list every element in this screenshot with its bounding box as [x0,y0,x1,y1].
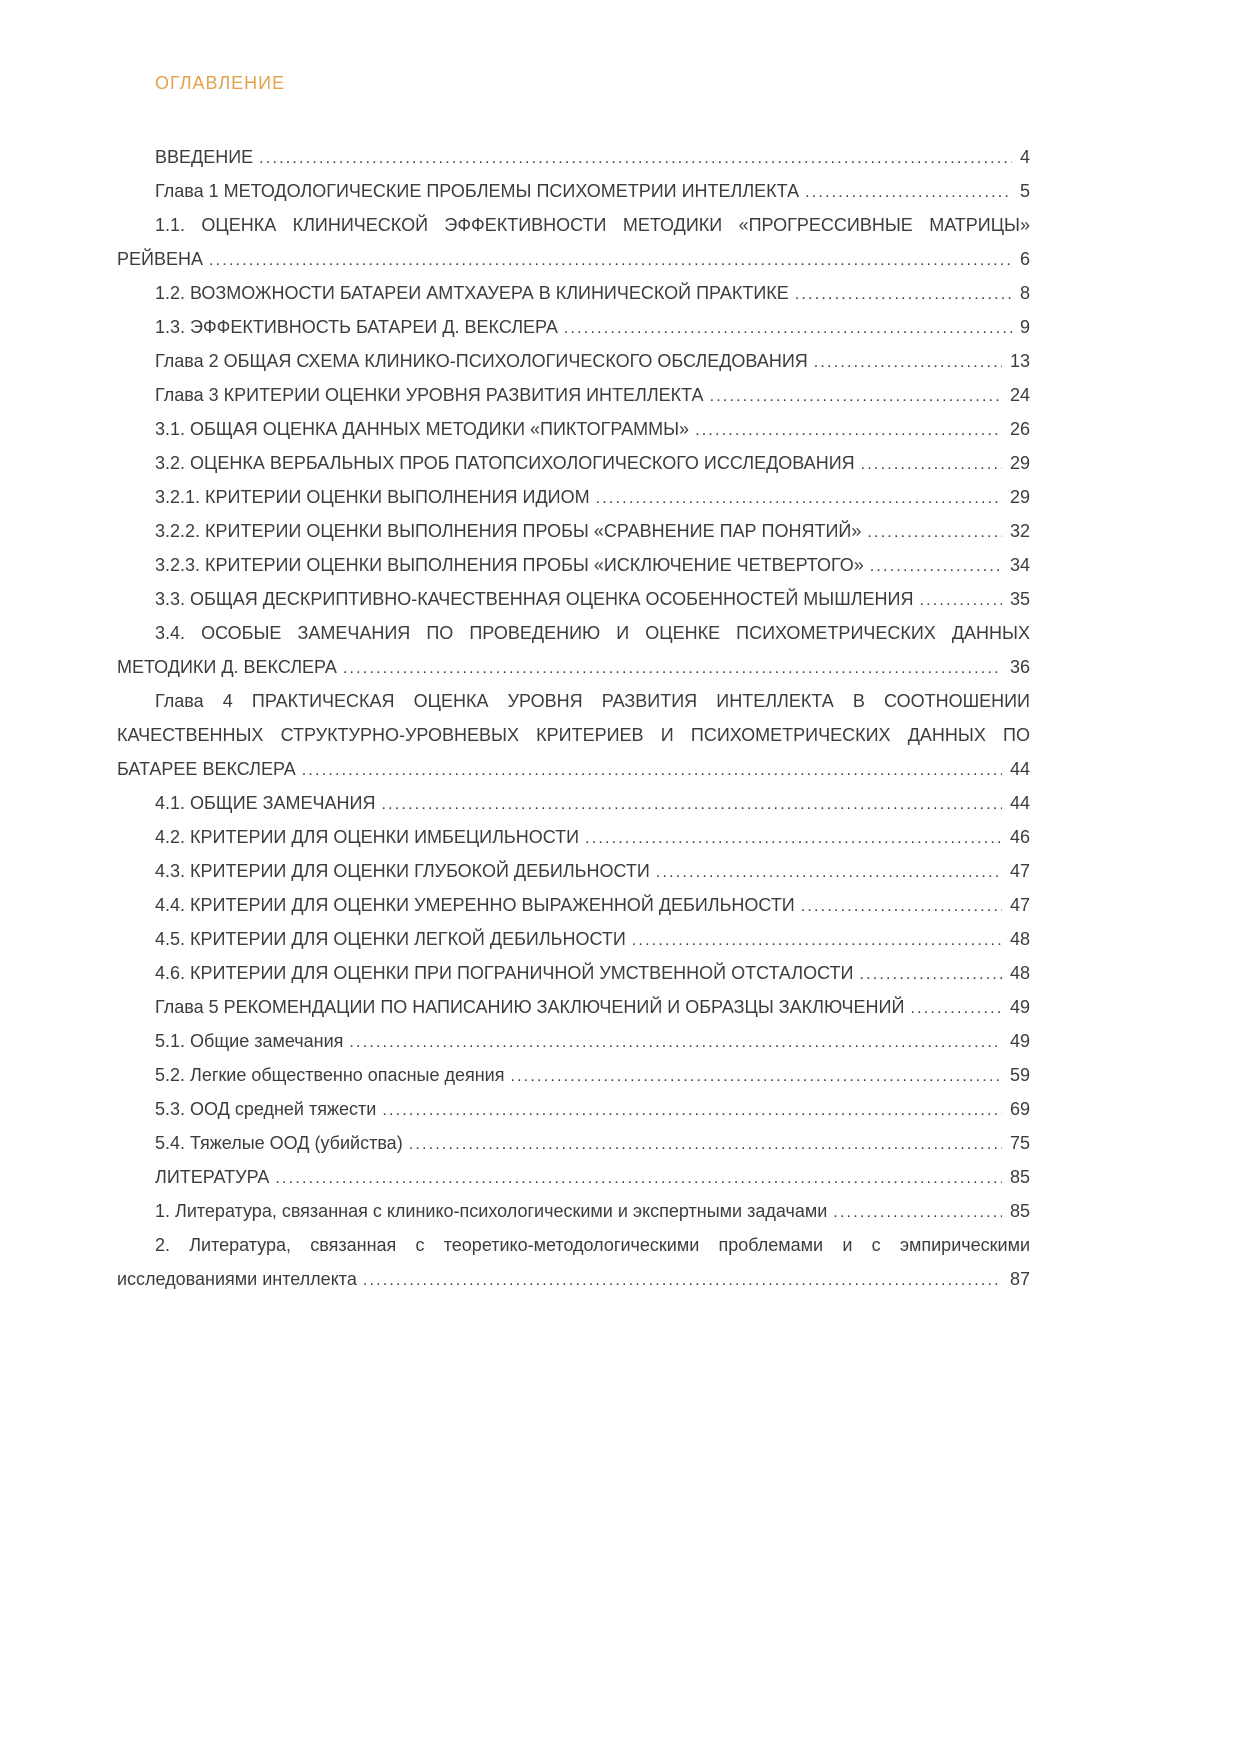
toc-entry-page: 47 [1009,861,1030,881]
toc-entry[interactable] [117,140,1030,174]
toc-entry-title: 5.2. Легкие общественно опасные деяния [155,1065,505,1085]
toc-entry-line [117,1058,1030,1092]
toc-entry-page: 85 [1009,1167,1030,1187]
toc-entry-line [117,242,1030,276]
toc-entry-line [117,752,1030,786]
dot-leader [275,1160,1002,1196]
toc-entry-line [117,1228,1030,1262]
toc-entry[interactable] [117,956,1030,990]
toc-section [117,72,1030,1296]
dot-leader [919,582,1001,618]
toc-entry-title: 4.6. КРИТЕРИИ ДЛЯ ОЦЕНКИ ПРИ ПОГРАНИЧНОЙ УМСТВЕННОЙ ОТСТАЛОСТИ [155,963,854,983]
toc-entry[interactable] [117,276,1030,310]
dot-leader [861,446,1002,482]
toc-entry[interactable] [117,888,1030,922]
toc-entry-title: Глава 4 ПРАКТИЧЕСКАЯ ОЦЕНКА УРОВНЯ РАЗВИТИЯ ИНТЕЛЛЕКТА В СООТНОШЕНИИ [155,691,1030,711]
toc-entry-line [117,548,1030,582]
toc-entry-page: 35 [1009,589,1030,609]
toc-entry[interactable] [117,1228,1030,1296]
toc-entry-line [117,1194,1030,1228]
toc-entry-title: 3.2.3. КРИТЕРИИ ОЦЕНКИ ВЫПОЛНЕНИЯ ПРОБЫ «ИСКЛЮЧЕНИЕ ЧЕТВЕРТОГО» [155,555,864,575]
toc-entry-line [117,718,1030,752]
toc-entry-line [117,412,1030,446]
toc-entry-title: 4.4. КРИТЕРИИ ДЛЯ ОЦЕНКИ УМЕРЕННО ВЫРАЖЕННОЙ ДЕБИЛЬНОСТИ [155,895,795,915]
toc-entry[interactable] [117,1160,1030,1194]
toc-entry-page: 47 [1009,895,1030,915]
toc-entry-title: Глава 1 МЕТОДОЛОГИЧЕСКИЕ ПРОБЛЕМЫ ПСИХОМЕТРИИ ИНТЕЛЛЕКТА [155,181,800,201]
toc-entry-page: 4 [1019,147,1030,167]
toc-entry[interactable] [117,514,1030,548]
toc-entry[interactable] [117,1194,1030,1228]
toc-entry-line [117,480,1030,514]
toc-entry-title: 1. Литература, связанная с клинико-психологическими и экспертными задачами [155,1201,828,1221]
dot-leader [805,174,1012,210]
dot-leader [656,854,1002,890]
dot-leader [343,650,1002,686]
toc-entry-title: 4.2. КРИТЕРИИ ДЛЯ ОЦЕНКИ ИМБЕЦИЛЬНОСТИ [155,827,580,847]
dot-leader [695,412,1002,448]
toc-entry[interactable] [117,208,1030,276]
toc-entry[interactable] [117,174,1030,208]
dot-leader [910,990,1002,1026]
toc-entry-line [117,208,1030,242]
toc-entry-title: 3.2.2. КРИТЕРИИ ОЦЕНКИ ВЫПОЛНЕНИЯ ПРОБЫ «СРАВНЕНИЕ ПАР ПОНЯТИЙ» [155,521,862,541]
toc-entry-page: 85 [1009,1201,1030,1221]
toc-entry-line [117,684,1030,718]
dot-leader [382,1092,1002,1128]
toc-entry-line [117,310,1030,344]
toc-entry-page: 6 [1019,249,1030,269]
toc-entry[interactable] [117,1058,1030,1092]
toc-entry-page: 87 [1009,1269,1030,1289]
toc-entry[interactable] [117,412,1030,446]
toc-entry-page: 49 [1009,1031,1030,1051]
toc-entry-title: 5.1. Общие замечания [155,1031,344,1051]
dot-leader [510,1058,1002,1094]
toc-entry-line [117,140,1030,174]
toc-entry-title: 3.2. ОЦЕНКА ВЕРБАЛЬНЫХ ПРОБ ПАТОПСИХОЛОГИЧЕСКОГО ИССЛЕДОВАНИЯ [155,453,855,473]
toc-entry-page: 13 [1009,351,1030,371]
toc-entry[interactable] [117,854,1030,888]
dot-leader [209,242,1012,278]
toc-entry-page: 36 [1009,657,1030,677]
toc-entry-page: 24 [1009,385,1030,405]
toc-entry-line [117,344,1030,378]
toc-entry-title: 4.1. ОБЩИЕ ЗАМЕЧАНИЯ [155,793,376,813]
toc-entry-line [117,378,1030,412]
toc-entry[interactable] [117,446,1030,480]
toc-list [117,140,1030,1296]
toc-entry-page: 48 [1009,963,1030,983]
toc-entry-page: 5 [1019,181,1030,201]
toc-entry-line [117,616,1030,650]
toc-entry-page: 29 [1009,453,1030,473]
toc-entry-page: 48 [1009,929,1030,949]
dot-leader [795,276,1012,312]
toc-entry-line [117,990,1030,1024]
toc-entry-page: 34 [1009,555,1030,575]
toc-entry-line [117,1024,1030,1058]
toc-entry-line [117,650,1030,684]
toc-entry-line [117,174,1030,208]
toc-entry-line [117,446,1030,480]
toc-entry-page: 29 [1009,487,1030,507]
toc-entry[interactable] [117,990,1030,1024]
toc-entry-line [117,514,1030,548]
toc-entry[interactable] [117,480,1030,514]
toc-entry-page: 59 [1009,1065,1030,1085]
toc-entry[interactable] [117,344,1030,378]
toc-entry-line [117,786,1030,820]
toc-entry[interactable] [117,1126,1030,1160]
toc-entry-title: ВВЕДЕНИЕ [155,147,254,167]
toc-entry-line [117,922,1030,956]
dot-leader [710,378,1002,414]
toc-entry-page: 8 [1019,283,1030,303]
toc-entry-page: 75 [1009,1133,1030,1153]
toc-entry-page: 46 [1009,827,1030,847]
toc-entry-title: 3.4. ОСОБЫЕ ЗАМЕЧАНИЯ ПО ПРОВЕДЕНИЮ И ОЦЕНКЕ ПСИХОМЕТРИЧЕСКИХ ДАННЫХ [155,623,1030,643]
dot-leader [867,514,1002,550]
toc-entry[interactable] [117,582,1030,616]
toc-entry-line [117,1262,1030,1296]
toc-entry[interactable] [117,820,1030,854]
toc-entry-title: 5.4. Тяжелые ООД (убийства) [155,1133,403,1153]
dot-leader [833,1194,1002,1230]
toc-entry[interactable] [117,616,1030,684]
toc-entry-title: РЕЙВЕНА [117,249,203,269]
toc-entry-title: 1.1. ОЦЕНКА КЛИНИЧЕСКОЙ ЭФФЕКТИВНОСТИ МЕТОДИКИ «ПРОГРЕССИВНЫЕ МАТРИЦЫ» [155,215,1030,235]
toc-entry-page: 44 [1009,793,1030,813]
toc-entry-title: 3.1. ОБЩАЯ ОЦЕНКА ДАННЫХ МЕТОДИКИ «ПИКТОГРАММЫ» [155,419,690,439]
dot-leader [585,820,1002,856]
toc-entry-title: исследованиями интеллекта [117,1269,357,1289]
dot-leader [859,956,1002,992]
toc-entry-page: 44 [1009,759,1030,779]
toc-heading: ОГЛАВЛЕНИЕ [155,73,286,93]
toc-entry[interactable] [117,1024,1030,1058]
dot-leader [870,548,1002,584]
dot-leader [814,344,1002,380]
dot-leader [409,1126,1002,1162]
toc-entry-title: 3.2.1. КРИТЕРИИ ОЦЕНКИ ВЫПОЛНЕНИЯ ИДИОМ [155,487,590,507]
dot-leader [801,888,1002,924]
toc-entry-line [117,820,1030,854]
toc-entry-title: 1.2. ВОЗМОЖНОСТИ БАТАРЕИ АМТХАУЕРА В КЛИНИЧЕСКОЙ ПРАКТИКЕ [155,283,789,303]
dot-leader [349,1024,1002,1060]
dot-leader [564,310,1012,346]
toc-entry[interactable] [117,684,1030,786]
toc-entry-title: 1.3. ЭФФЕКТИВНОСТЬ БАТАРЕИ Д. ВЕКСЛЕРА [155,317,558,337]
dot-leader [381,786,1001,822]
toc-entry[interactable] [117,786,1030,820]
toc-entry-title: МЕТОДИКИ Д. ВЕКСЛЕРА [117,657,337,677]
toc-entry-line [117,956,1030,990]
toc-entry-title: Глава 3 КРИТЕРИИ ОЦЕНКИ УРОВНЯ РАЗВИТИЯ ИНТЕЛЛЕКТА [155,385,704,405]
toc-entry-title: КАЧЕСТВЕННЫХ СТРУКТУРНО-УРОВНЕВЫХ КРИТЕРИЕВ И ПСИХОМЕТРИЧЕСКИХ ДАННЫХ ПО [117,725,1030,745]
toc-entry[interactable] [117,1092,1030,1126]
toc-entry-page: 69 [1009,1099,1030,1119]
toc-entry[interactable] [117,548,1030,582]
toc-entry-title: 4.3. КРИТЕРИИ ДЛЯ ОЦЕНКИ ГЛУБОКОЙ ДЕБИЛЬНОСТИ [155,861,650,881]
toc-entry-title: Глава 5 РЕКОМЕНДАЦИИ ПО НАПИСАНИЮ ЗАКЛЮЧЕНИЙ И ОБРАЗЦЫ ЗАКЛЮЧЕНИЙ [155,997,905,1017]
toc-entry-page: 9 [1019,317,1030,337]
toc-entry-line [117,1126,1030,1160]
toc-entry-title: ЛИТЕРАТУРА [155,1167,270,1187]
dot-leader [596,480,1002,516]
toc-entry-line [117,276,1030,310]
toc-entry-title: 4.5. КРИТЕРИИ ДЛЯ ОЦЕНКИ ЛЕГКОЙ ДЕБИЛЬНОСТИ [155,929,626,949]
toc-entry[interactable] [117,922,1030,956]
dot-leader [632,922,1002,958]
toc-entry[interactable] [117,378,1030,412]
toc-entry-line [117,854,1030,888]
toc-entry-title: Глава 2 ОБЩАЯ СХЕМА КЛИНИКО-ПСИХОЛОГИЧЕСКОГО ОБСЛЕДОВАНИЯ [155,351,808,371]
toc-entry-line [117,1160,1030,1194]
dot-leader [363,1262,1002,1298]
toc-entry-title: 5.3. ООД средней тяжести [155,1099,377,1119]
toc-entry-title: 3.3. ОБЩАЯ ДЕСКРИПТИВНО-КАЧЕСТВЕННАЯ ОЦЕНКА ОСОБЕННОСТЕЙ МЫШЛЕНИЯ [155,589,914,609]
toc-entry[interactable] [117,310,1030,344]
toc-entry-line [117,888,1030,922]
toc-entry-page: 49 [1009,997,1030,1017]
toc-entry-page: 26 [1009,419,1030,439]
toc-entry-title: БАТАРЕЕ ВЕКСЛЕРА [117,759,296,779]
dot-leader [302,752,1002,788]
toc-entry-title: 2. Литература, связанная с теоретико-методологическими проблемами и с эмпирическими [155,1235,1030,1255]
toc-entry-line [117,1092,1030,1126]
toc-entry-page: 32 [1009,521,1030,541]
toc-entry-line [117,582,1030,616]
dot-leader [259,140,1012,176]
